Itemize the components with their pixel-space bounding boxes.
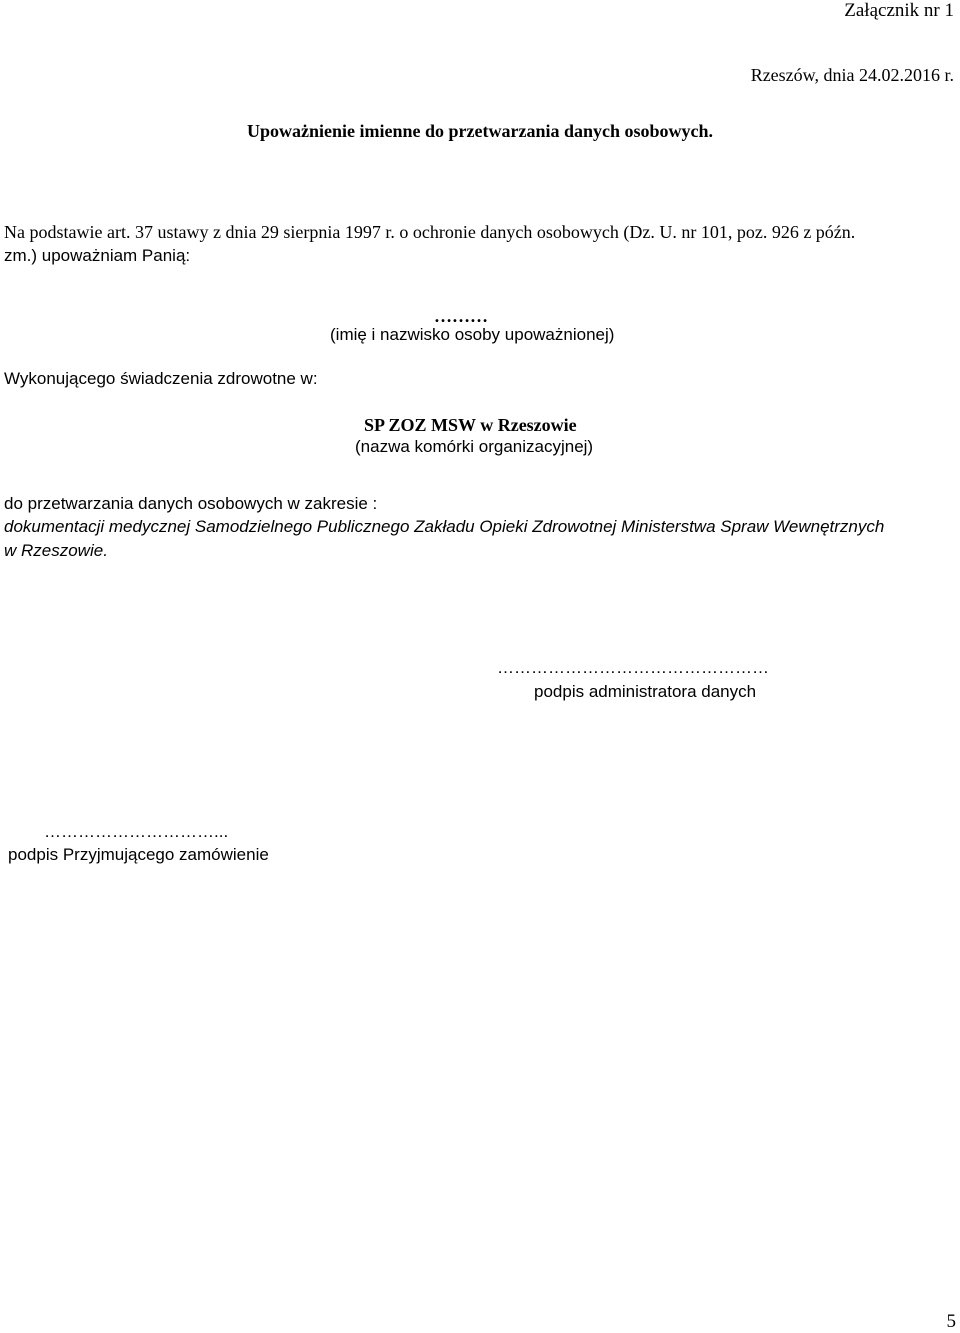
admin-signature-line: ………………………………………… <box>497 658 769 677</box>
scope-text-line-2: w Rzeszowie. <box>4 541 108 560</box>
person-name-caption: (imię i nazwisko osoby upoważnionej) <box>330 325 615 344</box>
scope-label: do przetwarzania danych osobowych w zakresie : <box>4 494 378 513</box>
employee-label: Wykonującego świadczenia zdrowotne w: <box>4 369 318 388</box>
legal-basis-line-2: zm.) upoważniam Panią: <box>4 246 191 265</box>
admin-signature-caption: podpis administratora danych <box>534 682 757 701</box>
place-date: Rzeszów, dnia 24.02.2016 r. <box>750 65 954 85</box>
page-number: 5 <box>946 1311 956 1332</box>
annex-label: Załącznik nr 1 <box>844 0 954 21</box>
unit-caption: (nazwa komórki organizacyjnej) <box>355 437 594 456</box>
person-name-placeholder: ……… <box>434 306 488 326</box>
recipient-signature-line: …………………………... <box>44 822 229 841</box>
legal-basis-line-1: Na podstawie art. 37 ustawy z dnia 29 sierpnia 1997 r. o ochronie danych osobowych (Dz. U. nr 101, poz. 926 z późn. <box>4 222 856 242</box>
recipient-signature-caption: podpis Przyjmującego zamówienie <box>8 845 269 864</box>
unit-name: SP ZOZ MSW w Rzeszowie <box>364 415 577 435</box>
document-title: Upoważnienie imienne do przetwarzania danych osobowych. <box>246 121 713 141</box>
scope-text-line-1: dokumentacji medycznej Samodzielnego Publicznego Zakładu Opieki Zdrowotnej Ministerstwa Spraw Wewnętrznych <box>4 517 885 536</box>
